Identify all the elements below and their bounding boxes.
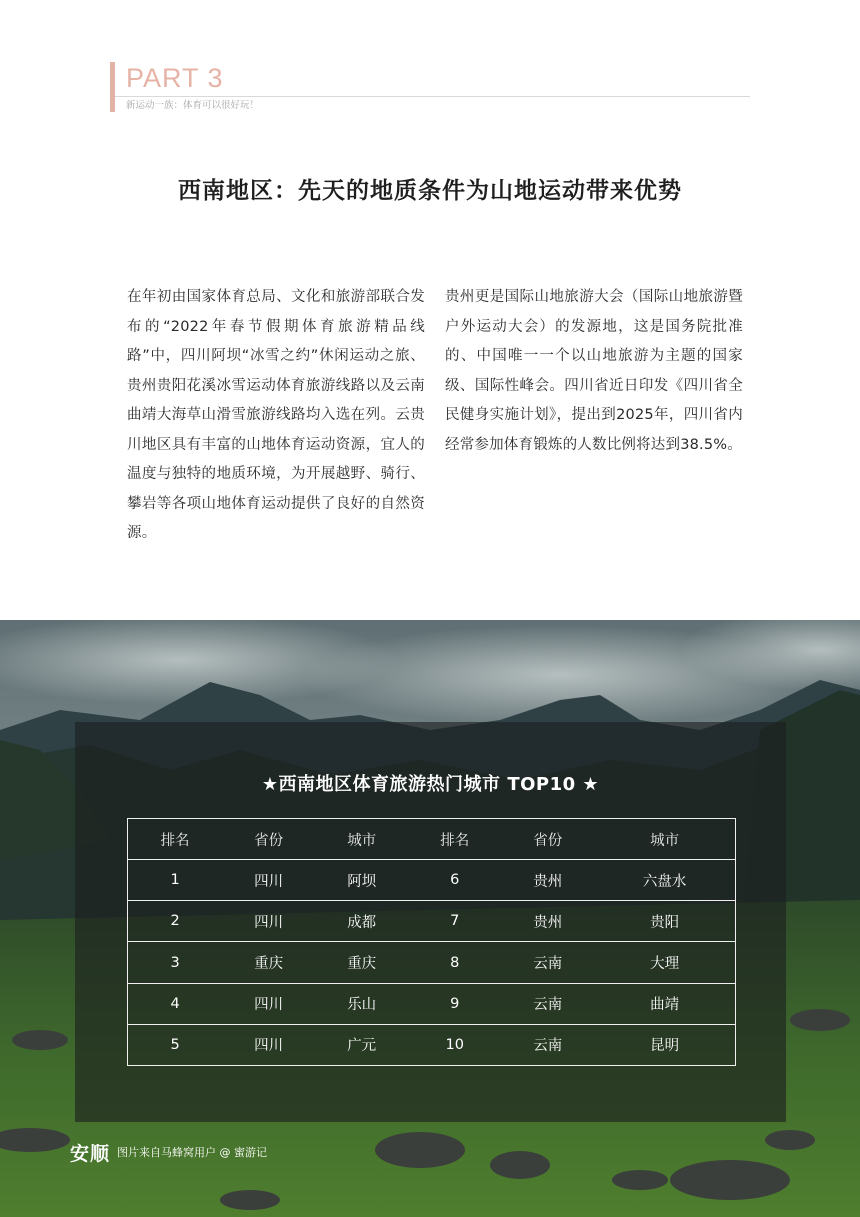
table-row: [128, 1024, 736, 1065]
table-cell: 重庆: [315, 942, 408, 983]
table-cell: 重庆: [222, 942, 315, 983]
table-row: [128, 901, 736, 942]
photo-credit: 图片来自马蜂窝用户 @ 蜜游记: [117, 1146, 267, 1159]
table-cell: 10: [408, 1024, 501, 1065]
part-title: PART 3: [126, 63, 224, 93]
header-city-2: 城市: [594, 819, 735, 860]
table-cell: 大理: [594, 942, 735, 983]
table-cell: 四川: [222, 983, 315, 1024]
table-cell: 贵阳: [594, 901, 735, 942]
body-column-left: 在年初由国家体育总局、文化和旅游部联合发布的“2022年春节假期体育旅游精品线路”中，四川阿坝“冰雪之约”休闲运动之旅、贵州贵阳花溪冰雪运动体育旅游线路以及云南曲靖大海草山滑雪旅游线路均入选在列。云贵川地区具有丰富的山地体育运动资源，宜人的温度与独特的地质环境，为开展越野、骑行、攀岩等各项山地体育运动提供了良好的自然资源。: [127, 289, 425, 541]
table-title: ★西南地区体育旅游热门城市 TOP10 ★: [261, 774, 600, 795]
table-cell: 云南: [501, 983, 594, 1024]
top10-table: [127, 818, 736, 1066]
header-rank-1: 排名: [128, 819, 223, 860]
table-cell: 云南: [501, 1024, 594, 1065]
table-cell: 阿坝: [315, 860, 408, 901]
table-cell: 昆明: [594, 1024, 735, 1065]
table-cell: 四川: [222, 1024, 315, 1065]
table-cell: 9: [408, 983, 501, 1024]
header-province-2: 省份: [501, 819, 594, 860]
table-cell: 3: [128, 942, 223, 983]
table-cell: 2: [128, 901, 223, 942]
table-cell: 贵州: [501, 860, 594, 901]
part-header: [110, 62, 750, 112]
top10-table-panel: [75, 722, 786, 1122]
table-cell: 6: [408, 860, 501, 901]
table-cell: 8: [408, 942, 501, 983]
table-cell: 成都: [315, 901, 408, 942]
table-cell: 贵州: [501, 901, 594, 942]
table-cell: 四川: [222, 860, 315, 901]
location-logo: 安顺: [70, 1143, 111, 1165]
table-cell: 4: [128, 983, 223, 1024]
table-row: [128, 860, 736, 901]
header-city-1: 城市: [315, 819, 408, 860]
table-cell: 广元: [315, 1024, 408, 1065]
body-column-right: 贵州更是国际山地旅游大会（国际山地旅游暨户外运动大会）的发源地，这是国务院批准的、中国唯一一个以山地旅游为主题的国家级、国际性峰会。四川省近日印发《四川省全民健身实施计划》，提出到2025年，四川省内经常参加体育锻炼的人数比例将达到38.5%。: [445, 289, 743, 453]
table-cell: 5: [128, 1024, 223, 1065]
table-cell: 四川: [222, 901, 315, 942]
table-cell: 7: [408, 901, 501, 942]
section-title: 西南地区：先天的地质条件为山地运动带来优势: [178, 178, 682, 204]
header-province-1: 省份: [222, 819, 315, 860]
table-row: [128, 983, 736, 1024]
table-row: [128, 942, 736, 983]
header-rank-2: 排名: [408, 819, 501, 860]
part-divider: [115, 96, 750, 97]
table-cell: 六盘水: [594, 860, 735, 901]
table-header-row: [128, 819, 736, 860]
table-cell: 乐山: [315, 983, 408, 1024]
part-subtitle: 新运动一族：体育可以很好玩！: [126, 100, 260, 111]
table-cell: 1: [128, 860, 223, 901]
table-cell: 曲靖: [594, 983, 735, 1024]
table-cell: 云南: [501, 942, 594, 983]
part-accent-bar: [110, 62, 115, 112]
